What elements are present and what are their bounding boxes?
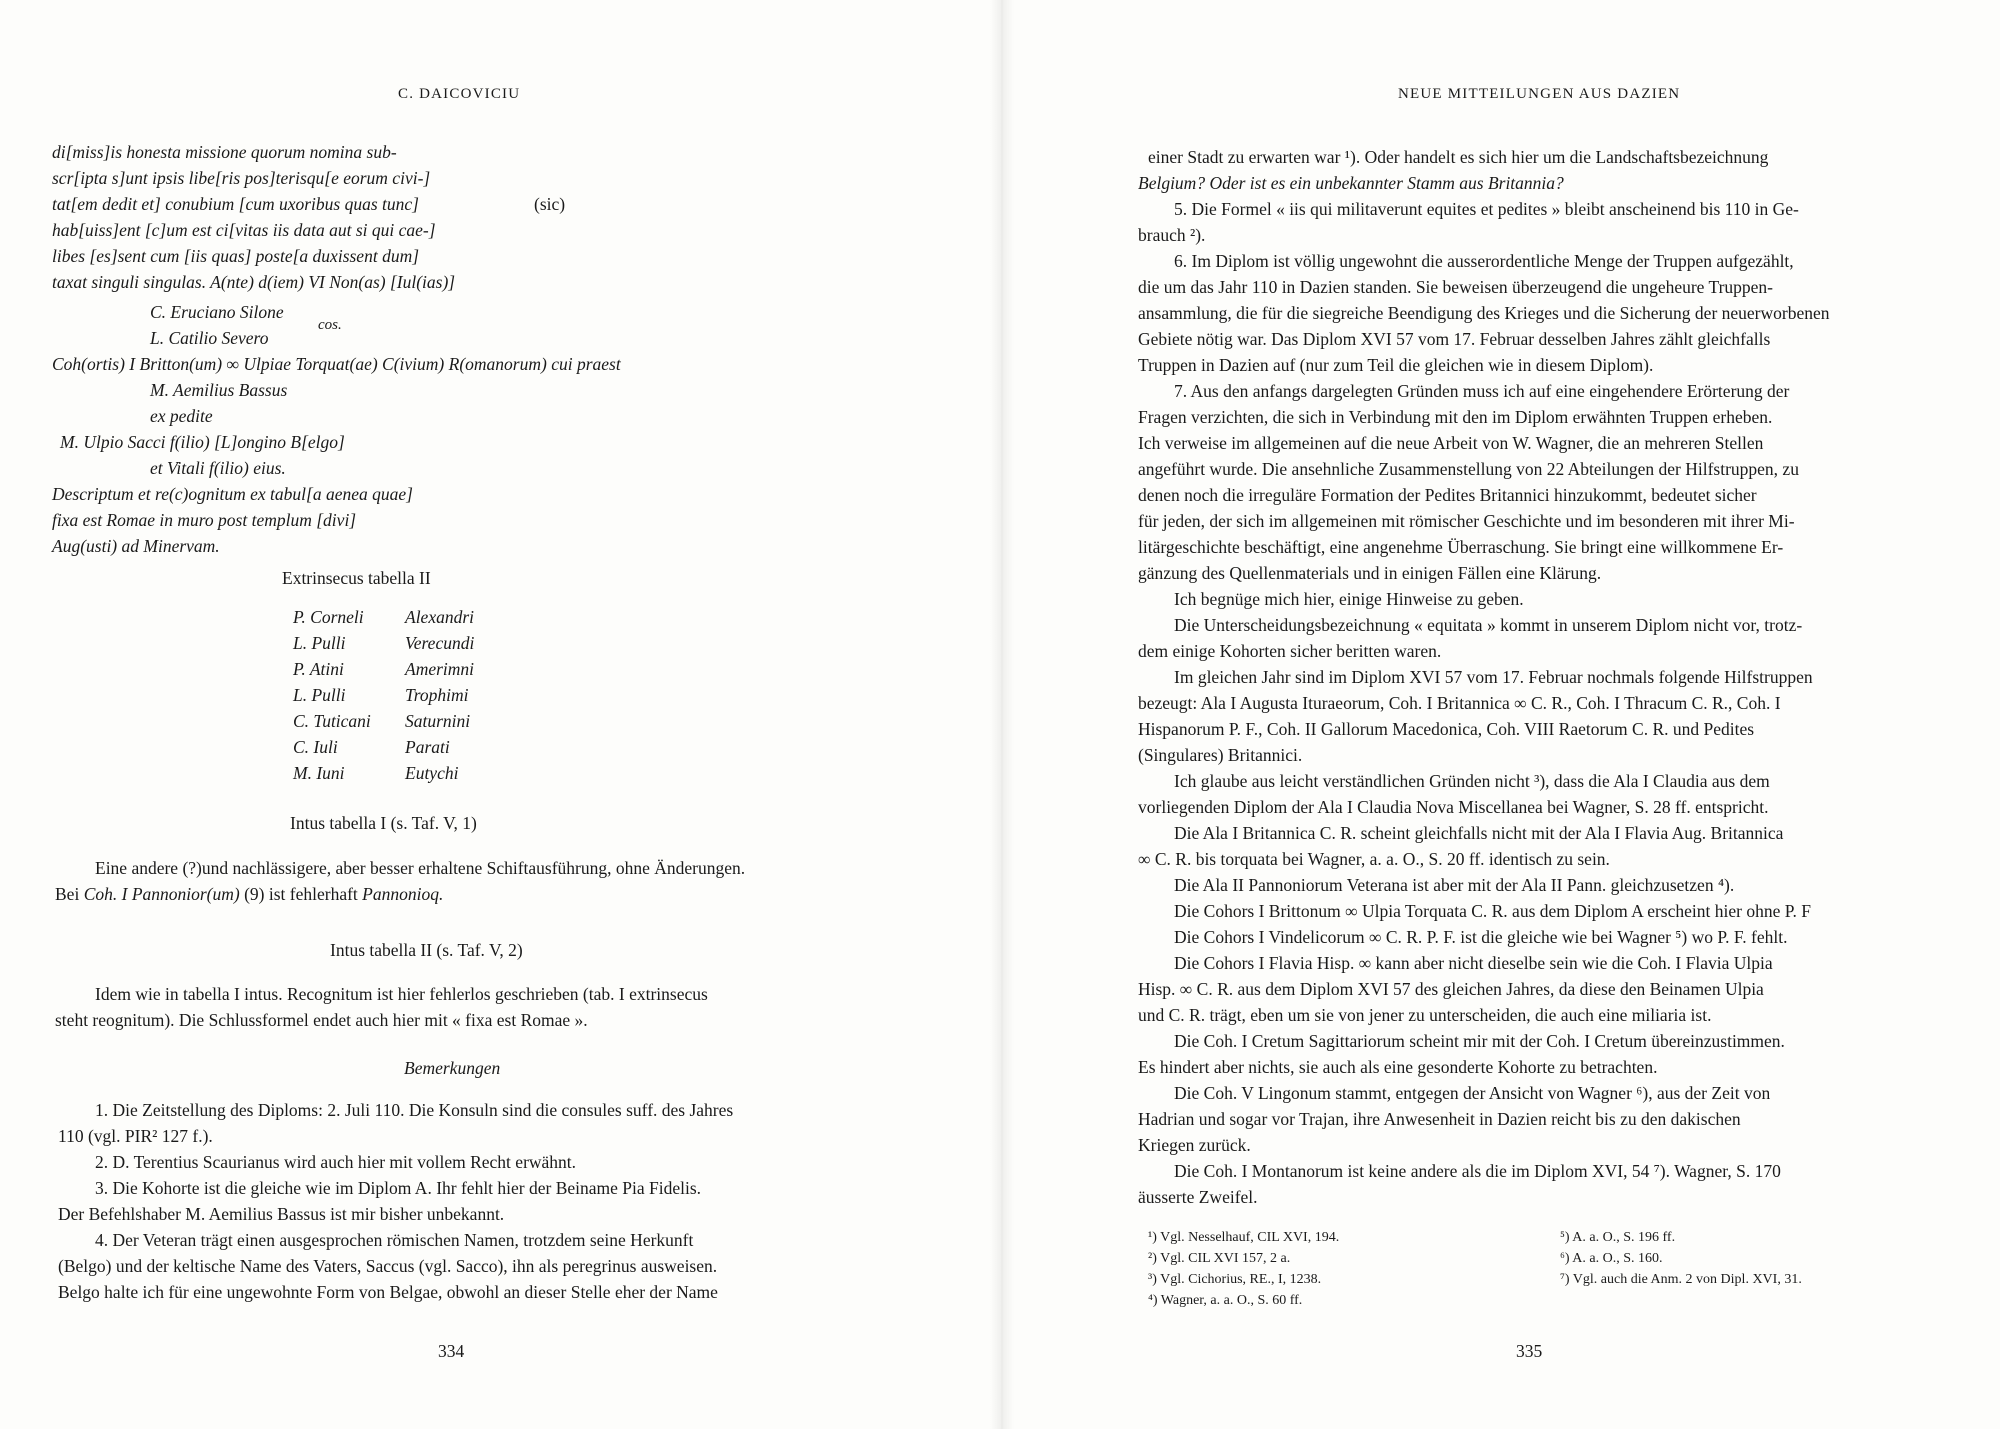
- body-line: litärgeschichte beschäftigt, eine angenehme Überraschung. Sie bringt eine willkommene Er-: [1138, 537, 1784, 557]
- latin-line: hab[uiss]ent [c]um est ci[vitas iis data aut si qui cae-]: [52, 220, 436, 240]
- witness-praenomen: P. Corneli: [293, 607, 364, 627]
- body-line: Die Cohors I Vindelicorum ∞ C. R. P. F. ist die gleiche wie bei Wagner ⁵) wo P. F. fehlt.: [1174, 927, 1788, 947]
- body-line: Die Coh. I Cretum Sagittariorum scheint mir mit der Coh. I Cretum übereinzustimmen.: [1174, 1031, 1785, 1051]
- body-line: und C. R. trägt, eben um sie von jener zu unterscheiden, die auch eine miliaria ist.: [1138, 1005, 1712, 1025]
- witness-praenomen: C. Iuli: [293, 737, 338, 757]
- closing-line: Descriptum et re(c)ognitum ex tabul[a aenea quae]: [52, 484, 413, 504]
- body-line: 6. Im Diplom ist völlig ungewohnt die ausserordentliche Menge der Truppen aufgezählt,: [1174, 251, 1794, 271]
- body-line: Bei Coh. I Pannonior(um) (9) ist fehlerhaft Pannonioq.: [55, 884, 444, 904]
- body-line: ansammlung, die für die siegreiche Beendigung des Krieges und die Sicherung der neuerworbenen: [1138, 303, 1830, 323]
- body-line: vorliegenden Diplom der Ala I Claudia Nova Miscellanea bei Wagner, S. 28 ff. entspricht.: [1138, 797, 1769, 817]
- remark-line: 110 (vgl. PIR² 127 f.).: [58, 1126, 213, 1146]
- body-line: Eine andere (?)und nachlässigere, aber besser erhaltene Schiftausführung, ohne Änderungen.: [95, 858, 746, 878]
- page-number-right: 335: [1516, 1341, 1543, 1361]
- footnote: ⁴) Wagner, a. a. O., S. 60 ff.: [1148, 1293, 1303, 1308]
- latin-line: taxat singuli singulas. A(nte) d(iem) VI Non(as) [Iul(ias)]: [52, 272, 456, 292]
- remark-line: 1. Die Zeitstellung des Diploms: 2. Juli 110. Die Konsuln sind die consules suff. des Jahres: [95, 1100, 734, 1120]
- body-line: einer Stadt zu erwarten war ¹). Oder handelt es sich hier um die Landschaftsbezeichnung: [1148, 147, 1769, 167]
- heading-intus-1: Intus tabella I (s. Taf. V, 1): [290, 813, 477, 833]
- running-head-right: NEUE MITTEILUNGEN AUS DAZIEN: [1398, 86, 1681, 102]
- body-line: 5. Die Formel « iis qui militaverunt equites et pedites » bleibt anscheinend bis 110 in Ge-: [1174, 199, 1799, 219]
- body-line: Truppen in Dazien auf (nur zum Teil die gleichen wie in diesem Diplom).: [1138, 355, 1654, 375]
- footnote: ¹) Vgl. Nesselhauf, CIL XVI, 194.: [1148, 1230, 1340, 1245]
- witness-cognomen: Trophimi: [405, 685, 469, 705]
- body-line: denen noch die irreguläre Formation der Pedites Britannici hinzukommt, bedeutet sicher: [1138, 485, 1757, 505]
- cohort-line: Coh(ortis) I Britton(um) ∞ Ulpiae Torquat(ae) C(ivium) R(omanorum) cui praest: [52, 354, 621, 374]
- veteran-line: M. Ulpio Sacci f(ilio) [L]ongino B[elgo]: [60, 432, 345, 452]
- remark-line: Belgo halte ich für eine ungewohnte Form von Belgae, obwohl an dieser Stelle eher der Name: [58, 1282, 718, 1302]
- witness-cognomen: Saturnini: [405, 711, 471, 731]
- body-line: für jeden, der sich im allgemeinen mit römischer Geschichte und im besonderen mit ihrer Mi-: [1138, 511, 1795, 531]
- sic-note: (sic): [534, 194, 566, 214]
- heading-intus-2: Intus tabella II (s. Taf. V, 2): [330, 940, 523, 960]
- cos-label: cos.: [318, 317, 342, 333]
- body-line: Hadrian und sogar vor Trajan, ihre Anwesenheit in Dazien reicht bis zu den dakischen: [1138, 1109, 1741, 1129]
- remark-line: 2. D. Terentius Scaurianus wird auch hier mit vollem Recht erwähnt.: [95, 1152, 577, 1172]
- remark-line: 4. Der Veteran trägt einen ausgesprochen römischen Namen, trotzdem seine Herkunft: [95, 1230, 694, 1250]
- heading-extrinsecus: Extrinsecus tabella II: [282, 568, 431, 588]
- body-line: Kriegen zurück.: [1138, 1135, 1251, 1155]
- footnote: ³) Vgl. Cichorius, RE., I, 1238.: [1148, 1272, 1322, 1287]
- remark-line: Der Befehlshaber M. Aemilius Bassus ist mir bisher unbekannt.: [58, 1204, 505, 1224]
- body-line: äusserte Zweifel.: [1138, 1187, 1258, 1207]
- remark-line: 3. Die Kohorte ist die gleiche wie im Diplom A. Ihr fehlt hier der Beiname Pia Fidelis.: [95, 1178, 702, 1198]
- running-head-left: C. DAICOVICIU: [398, 86, 521, 102]
- footnote: ⁶) A. a. O., S. 160.: [1560, 1251, 1663, 1266]
- body-line: Belgium? Oder ist es ein unbekannter Stamm aus Britannia?: [1138, 173, 1564, 193]
- closing-line: Aug(usti) ad Minervam.: [52, 536, 220, 556]
- witness-praenomen: L. Pulli: [293, 633, 346, 653]
- witness-praenomen: P. Atini: [293, 659, 344, 679]
- body-line: angeführt wurde. Die ansehnliche Zusammenstellung von 22 Abteilungen der Hilfstruppen, zu: [1138, 459, 1799, 479]
- footnote: ⁷) Vgl. auch die Anm. 2 von Dipl. XVI, 31.: [1560, 1272, 1802, 1287]
- witness-cognomen: Eutychi: [405, 763, 459, 783]
- closing-line: fixa est Romae in muro post templum [divi]: [52, 510, 357, 530]
- footnote: ²) Vgl. CIL XVI 157, 2 a.: [1148, 1251, 1291, 1266]
- body-line: Gebiete nötig war. Das Diplom XVI 57 vom 17. Februar desselben Jahres zählt gleichfalls: [1138, 329, 1771, 349]
- body-line: (Singulares) Britannici.: [1138, 745, 1303, 765]
- body-line: Die Cohors I Brittonum ∞ Ulpia Torquata C. R. aus dem Diplom A erscheint hier ohne P. F: [1174, 901, 1811, 921]
- witness-cognomen: Alexandri: [405, 607, 475, 627]
- latin-line: di[miss]is honesta missione quorum nomina sub-: [52, 142, 397, 162]
- body-line: Ich verweise im allgemeinen auf die neue Arbeit von W. Wagner, die an mehreren Stellen: [1138, 433, 1764, 453]
- body-line: Hispanorum P. F., Coh. II Gallorum Macedonica, Coh. VIII Raetorum C. R. und Pedites: [1138, 719, 1755, 739]
- body-line: die um das Jahr 110 in Dazien standen. Sie beweisen überzeugend die ungeheure Truppen-: [1138, 277, 1774, 297]
- body-line: brauch ²).: [1138, 225, 1206, 245]
- consul-1: C. Eruciano Silone: [150, 302, 284, 322]
- prefect-name: M. Aemilius Bassus: [150, 380, 288, 400]
- latin-line: scr[ipta s]unt ipsis libe[ris pos]terisqu[e eorum civi-]: [52, 168, 431, 188]
- ex-pedite: ex pedite: [150, 406, 213, 426]
- body-line: Idem wie in tabella I intus. Recognitum ist hier fehlerlos geschrieben (tab. I extrinsecus: [95, 984, 708, 1004]
- consul-2: L. Catilio Severo: [150, 328, 269, 348]
- right-page: [1000, 0, 2000, 1429]
- witness-praenomen: L. Pulli: [293, 685, 346, 705]
- remark-line: (Belgo) und der keltische Name des Vaters, Saccus (vgl. Sacco), ihn als peregrinus ausweisen.: [58, 1256, 718, 1276]
- body-line: Die Coh. V Lingonum stammt, entgegen der Ansicht von Wagner ⁶), aus der Zeit von: [1174, 1083, 1771, 1103]
- body-line: Im gleichen Jahr sind im Diplom XVI 57 vom 17. Februar nochmals folgende Hilfstruppen: [1174, 667, 1813, 687]
- body-line: Es hindert aber nichts, sie auch als eine gesonderte Kohorte zu betrachten.: [1138, 1057, 1658, 1077]
- veteran-line-2: et Vitali f(ilio) eius.: [150, 458, 286, 478]
- body-line: Die Ala I Britannica C. R. scheint gleichfalls nicht mit der Ala I Flavia Aug. Britannica: [1174, 823, 1784, 843]
- body-line: bezeugt: Ala I Augusta Ituraeorum, Coh. I Britannica ∞ C. R., Coh. I Thracum C. R., Coh. I: [1138, 693, 1781, 713]
- body-line: Ich glaube aus leicht verständlichen Gründen nicht ³), dass die Ala I Claudia aus dem: [1174, 771, 1770, 791]
- heading-bemerkungen: Bemerkungen: [404, 1058, 501, 1078]
- witness-praenomen: M. Iuni: [293, 763, 345, 783]
- page-number-left: 334: [438, 1341, 465, 1361]
- body-line: Fragen verzichten, die sich in Verbindung mit den im Diplom erwähnten Truppen erheben.: [1138, 407, 1773, 427]
- body-line: 7. Aus den anfangs dargelegten Gründen muss ich auf eine eingehendere Erörterung der: [1174, 381, 1790, 401]
- body-line: Ich begnüge mich hier, einige Hinweise zu geben.: [1174, 589, 1524, 609]
- latin-line: tat[em dedit et] conubium [cum uxoribus quas tunc]: [52, 194, 419, 214]
- footnote: ⁵) A. a. O., S. 196 ff.: [1560, 1230, 1676, 1245]
- body-line: Die Ala II Pannoniorum Veterana ist aber mit der Ala II Pann. gleichzusetzen ⁴).: [1174, 875, 1735, 895]
- witness-cognomen: Amerimni: [405, 659, 475, 679]
- body-line: ∞ C. R. bis torquata bei Wagner, a. a. O., S. 20 ff. identisch zu sein.: [1138, 849, 1610, 869]
- witness-cognomen: Verecundi: [405, 633, 475, 653]
- body-line: Die Cohors I Flavia Hisp. ∞ kann aber nicht dieselbe sein wie die Coh. I Flavia Ulpia: [1174, 953, 1773, 973]
- witness-praenomen: C. Tuticani: [293, 711, 371, 731]
- body-line: Die Coh. I Montanorum ist keine andere als die im Diplom XVI, 54 ⁷). Wagner, S. 170: [1174, 1161, 1781, 1181]
- latin-line: libes [es]sent cum [iis quas] poste[a duxissent dum]: [52, 246, 420, 266]
- body-line: gänzung des Quellenmaterials und in einigen Fällen eine Klärung.: [1138, 563, 1602, 583]
- witness-cognomen: Parati: [405, 737, 450, 757]
- body-line: steht reognitum). Die Schlussformel endet auch hier mit « fixa est Romae ».: [55, 1010, 588, 1030]
- body-line: dem einige Kohorten sicher beritten waren.: [1138, 641, 1442, 661]
- body-line: Hisp. ∞ C. R. aus dem Diplom XVI 57 des gleichen Jahres, da diese den Beinamen Ulpia: [1138, 979, 1764, 999]
- body-line: Die Unterscheidungsbezeichnung « equitata » kommt in unserem Diplom nicht vor, trotz-: [1174, 615, 1803, 635]
